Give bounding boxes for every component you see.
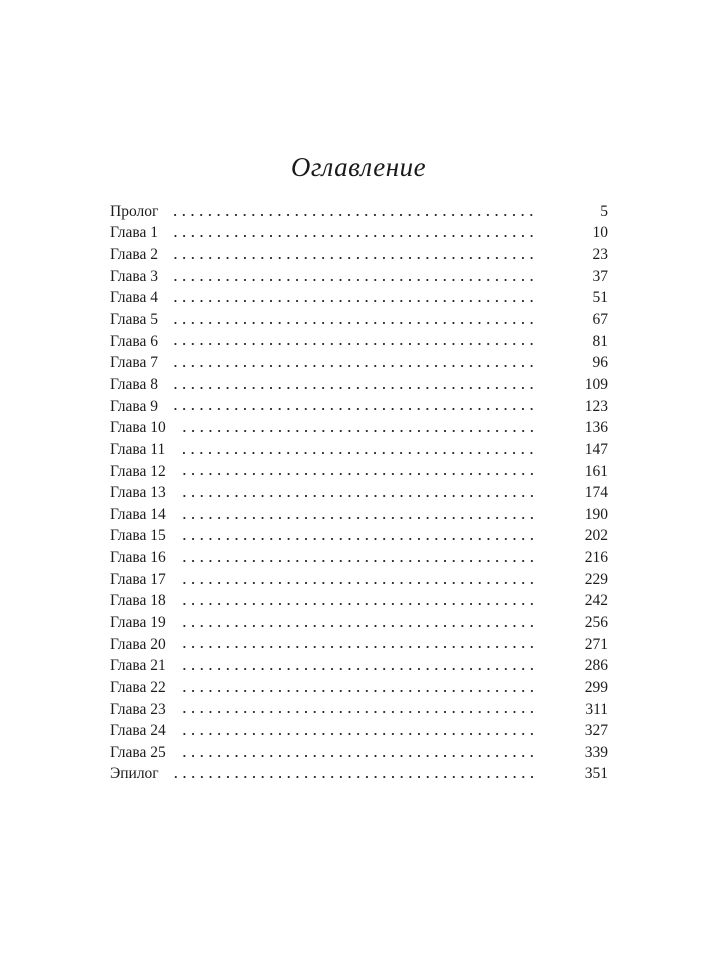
dot-leader [178,624,536,628]
toc-entry-page: 109 [584,375,608,393]
dot-leader [170,234,536,238]
toc-entry-label: Глава 12 [110,462,166,480]
toc-entry[interactable] [110,699,608,721]
dot-leader [178,581,536,585]
toc-entry[interactable] [110,331,608,353]
toc-entry-label: Глава 18 [110,592,166,610]
dot-leader [170,321,536,325]
toc-entry-page: 136 [584,419,608,437]
dot-leader [178,645,536,649]
toc-entry-label: Глава 7 [110,354,159,372]
dot-leader [178,537,536,541]
dot-leader [178,494,536,498]
dot-leader [170,278,536,282]
toc-entry[interactable] [110,266,608,288]
dot-leader [177,451,536,455]
toc-entry-label: Глава 3 [110,267,159,285]
toc-entry-label: Глава 22 [110,678,166,696]
toc-entry[interactable] [110,482,608,504]
toc-entry[interactable] [110,569,608,591]
toc-entry-label: Пролог [110,202,159,220]
toc-entry-page: 147 [584,440,608,458]
toc-entry-page: 161 [584,462,608,480]
toc-entry-page: 190 [584,505,608,523]
toc-entry[interactable] [110,547,608,569]
toc-entry[interactable] [110,288,608,310]
dot-leader [178,754,536,758]
dot-leader [171,775,536,779]
dot-leader [178,732,536,736]
toc-entry[interactable] [110,504,608,526]
toc-entry-label: Глава 5 [110,311,159,329]
dot-leader [178,559,536,563]
toc-entry-label: Глава 15 [110,527,166,545]
dot-leader [170,213,536,217]
dot-leader [170,364,536,368]
toc-entry[interactable] [110,201,608,223]
toc-entry-label: Глава 4 [110,289,159,307]
toc-entry[interactable] [110,417,608,439]
toc-entry-page: 311 [585,700,608,718]
toc-entry-page: 37 [592,267,608,285]
toc-entry[interactable] [110,591,608,613]
toc-entry-page: 81 [592,332,608,350]
toc-entry[interactable] [110,223,608,245]
page-title: Оглавление [290,152,427,182]
toc-entry[interactable] [110,439,608,461]
dot-leader [178,689,536,693]
dot-leader [170,386,536,390]
toc-entry-page: 229 [584,570,608,588]
toc-entry-page: 271 [584,635,608,653]
toc-entry-label: Глава 14 [110,505,166,523]
toc-entry-label: Глава 13 [110,484,166,502]
dot-leader [170,407,536,411]
toc-entry-page: 96 [592,354,608,372]
toc-entry-page: 351 [584,765,608,783]
toc-entry-page: 10 [592,224,608,242]
toc-entry[interactable] [110,461,608,483]
toc-entry[interactable] [110,655,608,677]
toc-entry-page: 202 [584,527,608,545]
dot-leader [170,299,536,303]
dot-leader [178,472,536,476]
toc-entry-page: 23 [592,246,608,264]
dot-leader [178,429,536,433]
toc-entry[interactable] [110,634,608,656]
toc-entry[interactable] [110,742,608,764]
toc-entry-page: 51 [592,289,608,307]
toc-entry-label: Глава 6 [110,332,159,350]
toc-entry-page: 5 [600,202,608,220]
dot-leader [178,667,536,671]
toc-entry-page: 339 [584,743,608,761]
toc-entry-page: 286 [584,657,608,675]
toc-entry-label: Глава 17 [110,570,166,588]
toc-entry-label: Глава 1 [110,224,159,242]
toc-entry-label: Глава 24 [110,722,166,740]
toc-entry-page: 216 [584,549,608,567]
toc-entry[interactable] [110,764,608,786]
toc-entry-page: 174 [584,484,608,502]
toc-entry-page: 242 [584,592,608,610]
dot-leader [170,342,536,346]
toc-entry-page: 67 [592,311,608,329]
toc-entry[interactable] [110,352,608,374]
dot-leader [178,602,536,606]
toc-entry-label: Эпилог [110,765,159,783]
toc-entry[interactable] [110,526,608,548]
toc-entry-page: 327 [584,722,608,740]
toc-entry[interactable] [110,374,608,396]
toc-entry-label: Глава 10 [110,419,166,437]
toc-entry-label: Глава 21 [110,657,166,675]
toc-entry[interactable] [110,612,608,634]
toc-entry-label: Глава 25 [110,743,166,761]
toc-entry[interactable] [110,309,608,331]
toc-entry-label: Глава 8 [110,375,159,393]
toc-entry-page: 256 [584,613,608,631]
toc-entry-page: 299 [584,678,608,696]
toc-entry-label: Глава 23 [110,700,166,718]
table-of-contents [110,201,608,785]
toc-entry-label: Глава 9 [110,397,159,415]
dot-leader [178,516,536,520]
toc-entry-label: Глава 11 [110,440,166,458]
toc-entry[interactable] [110,396,608,418]
toc-entry[interactable] [110,720,608,742]
toc-entry[interactable] [110,244,608,266]
toc-entry-label: Глава 2 [110,246,159,264]
dot-leader [178,710,536,714]
toc-entry-label: Глава 19 [110,613,166,631]
dot-leader [170,256,536,260]
toc-entry-page: 123 [584,397,608,415]
toc-entry-label: Глава 16 [110,549,166,567]
toc-entry[interactable] [110,677,608,699]
toc-entry-label: Глава 20 [110,635,166,653]
